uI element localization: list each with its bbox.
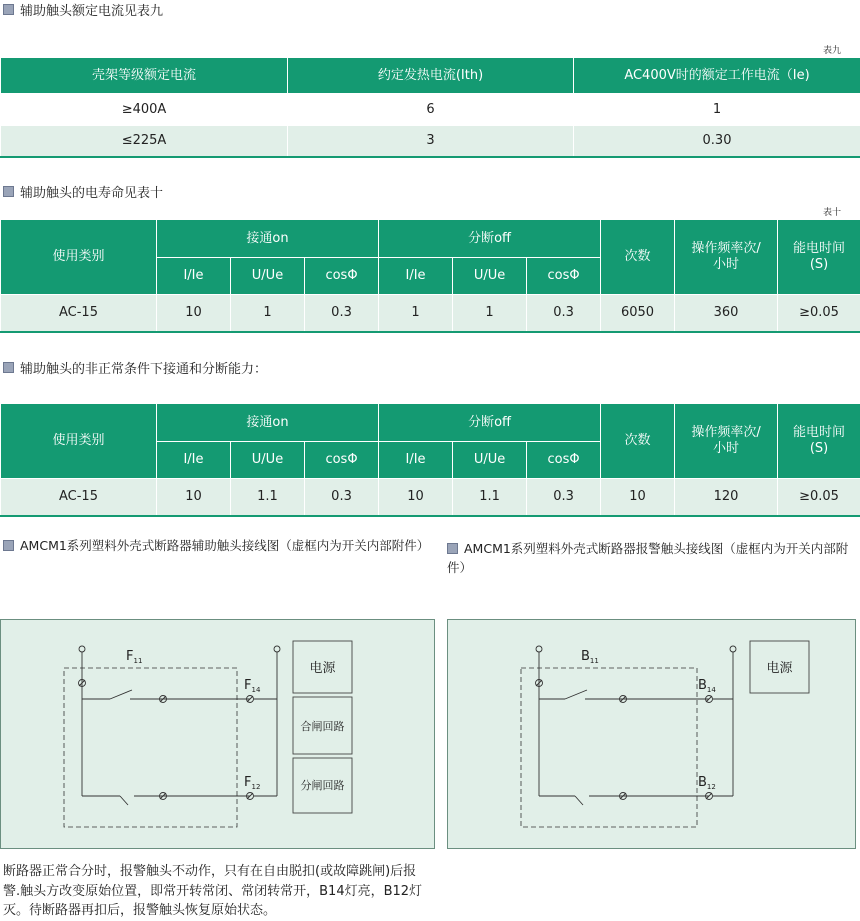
table10-header-time: 能电时间(S): [778, 220, 860, 295]
table-cell: 0.30: [574, 126, 860, 157]
table10-header-category: 使用类别: [1, 220, 157, 295]
power-box-label: 电源: [309, 661, 336, 676]
table9-header-cell: AC400V时的额定工作电流（Ie): [574, 58, 860, 94]
table10-number: 表十: [823, 208, 842, 218]
table-cell: 0.3: [305, 295, 379, 332]
open-circuit-box-label: 分闸回路: [300, 779, 345, 792]
table-cell: 10: [601, 479, 675, 516]
table-cell: 360: [675, 295, 778, 332]
table9-header-cell: 约定发热电流(Ith): [288, 58, 574, 94]
label-main: $F_{11}$: [126, 649, 143, 665]
table10-subheader-cell: U/Ue: [453, 258, 527, 295]
table9: [0, 57, 860, 158]
table-cell: 1.1: [453, 479, 527, 516]
table10-header-on: 接通on: [157, 220, 379, 258]
table9-heading-text: 辅助触头额定电流见表九: [20, 4, 164, 19]
table-cell: AC-15: [1, 295, 157, 332]
bullet-square-icon: [3, 4, 14, 15]
table-row: [1, 94, 860, 126]
table-cell: AC-15: [1, 479, 157, 516]
table10-header-count: 次数: [601, 220, 675, 295]
label-bottom: $B_{12}$: [698, 775, 716, 791]
table10-subheader-cell: cosΦ: [527, 258, 601, 295]
table11-header-time: 能电时间(S): [778, 404, 860, 479]
table-cell: 10: [157, 295, 231, 332]
diagram-right-caption: [447, 539, 857, 577]
table-cell: 1.1: [231, 479, 305, 516]
power-box-label: 电源: [766, 661, 793, 676]
table9-number: 表九: [823, 46, 842, 56]
table11-header-count: 次数: [601, 404, 675, 479]
bullet-square-icon: [3, 540, 14, 551]
table10-header-row: [1, 220, 860, 258]
diagram-left-caption: [3, 536, 433, 555]
table11-heading: [3, 358, 267, 377]
table-cell: 0.3: [527, 479, 601, 516]
table-cell: 1: [453, 295, 527, 332]
table10-header-off: 分断off: [379, 220, 601, 258]
table-cell: 120: [675, 479, 778, 516]
table11-header-category: 使用类别: [1, 404, 157, 479]
label-top: $F_{14}$: [244, 678, 261, 694]
table10-subheader-cell: U/Ue: [231, 258, 305, 295]
table-cell: ≥0.05: [778, 479, 860, 516]
table-cell: 10: [379, 479, 453, 516]
diagram-left-caption-text: AMCM1系列塑料外壳式断路器辅助触头接线图（虚框内为开关内部附件）: [20, 538, 430, 553]
table11-header-row: [1, 404, 860, 442]
table10-subheader-cell: I/Ie: [379, 258, 453, 295]
table9-header-cell: 壳架等级额定电流: [1, 58, 288, 94]
diagram-right: [447, 619, 856, 850]
table10-heading: [3, 182, 163, 201]
table-cell: ≤225A: [1, 126, 288, 157]
table11-header-freq: 操作频率次/小时: [675, 404, 778, 479]
table10-header-freq: 操作频率次/小时: [675, 220, 778, 295]
table-cell: 10: [157, 479, 231, 516]
table-cell: 1: [231, 295, 305, 332]
table11-subheader-cell: U/Ue: [453, 442, 527, 479]
table10-subheader-cell: cosΦ: [305, 258, 379, 295]
table11-heading-text: 辅助触头的非正常条件下接通和分断能力：: [20, 362, 268, 377]
table-row: [1, 479, 860, 516]
table11-subheader-cell: cosΦ: [527, 442, 601, 479]
table11-header-off: 分断off: [379, 404, 601, 442]
table-row: [1, 295, 860, 332]
bullet-square-icon: [3, 362, 14, 373]
label-main: $B_{11}$: [581, 649, 599, 665]
diagram-left: [0, 619, 436, 850]
table9-header-row: [1, 58, 860, 94]
alarm-note: 断路器正常合分时，报警触头不动作，只有在自由脱扣(或故障跳闸)后报警.触头方改变原始位置，即常开转常闭、常闭转常开，B14灯亮，B12灯灭。待断路器再扣后，报警触头恢复原始状态。: [3, 864, 423, 918]
table11-subheader-cell: I/Ie: [379, 442, 453, 479]
table-cell: ≥0.05: [778, 295, 860, 332]
table-cell: 1: [379, 295, 453, 332]
table11: [0, 403, 860, 517]
bullet-square-icon: [3, 186, 14, 197]
table11-subheader-cell: cosΦ: [305, 442, 379, 479]
table-cell: 6050: [601, 295, 675, 332]
table-cell: ≥400A: [1, 94, 288, 126]
table-row: [1, 126, 860, 157]
diagram-left-background: [1, 620, 435, 849]
diagram-right-caption-text: AMCM1系列塑料外壳式断路器报警触头接线图（虚框内为开关内部附件）: [447, 541, 849, 575]
table-cell: 3: [288, 126, 574, 157]
table-cell: 1: [574, 94, 860, 126]
table9-heading: [3, 0, 163, 19]
table11-subheader-cell: I/Ie: [157, 442, 231, 479]
close-circuit-box-label: 合闸回路: [300, 720, 345, 733]
label-bottom: $F_{12}$: [244, 775, 261, 791]
table10-heading-text: 辅助触头的电寿命见表十: [20, 186, 164, 201]
bullet-square-icon: [447, 543, 458, 554]
label-top: $B_{14}$: [698, 678, 716, 694]
table-cell: 6: [288, 94, 574, 126]
table11-header-on: 接通on: [157, 404, 379, 442]
table11-subheader-cell: U/Ue: [231, 442, 305, 479]
table10: [0, 219, 860, 333]
table-cell: 0.3: [527, 295, 601, 332]
table-cell: 0.3: [305, 479, 379, 516]
table10-subheader-cell: I/Ie: [157, 258, 231, 295]
